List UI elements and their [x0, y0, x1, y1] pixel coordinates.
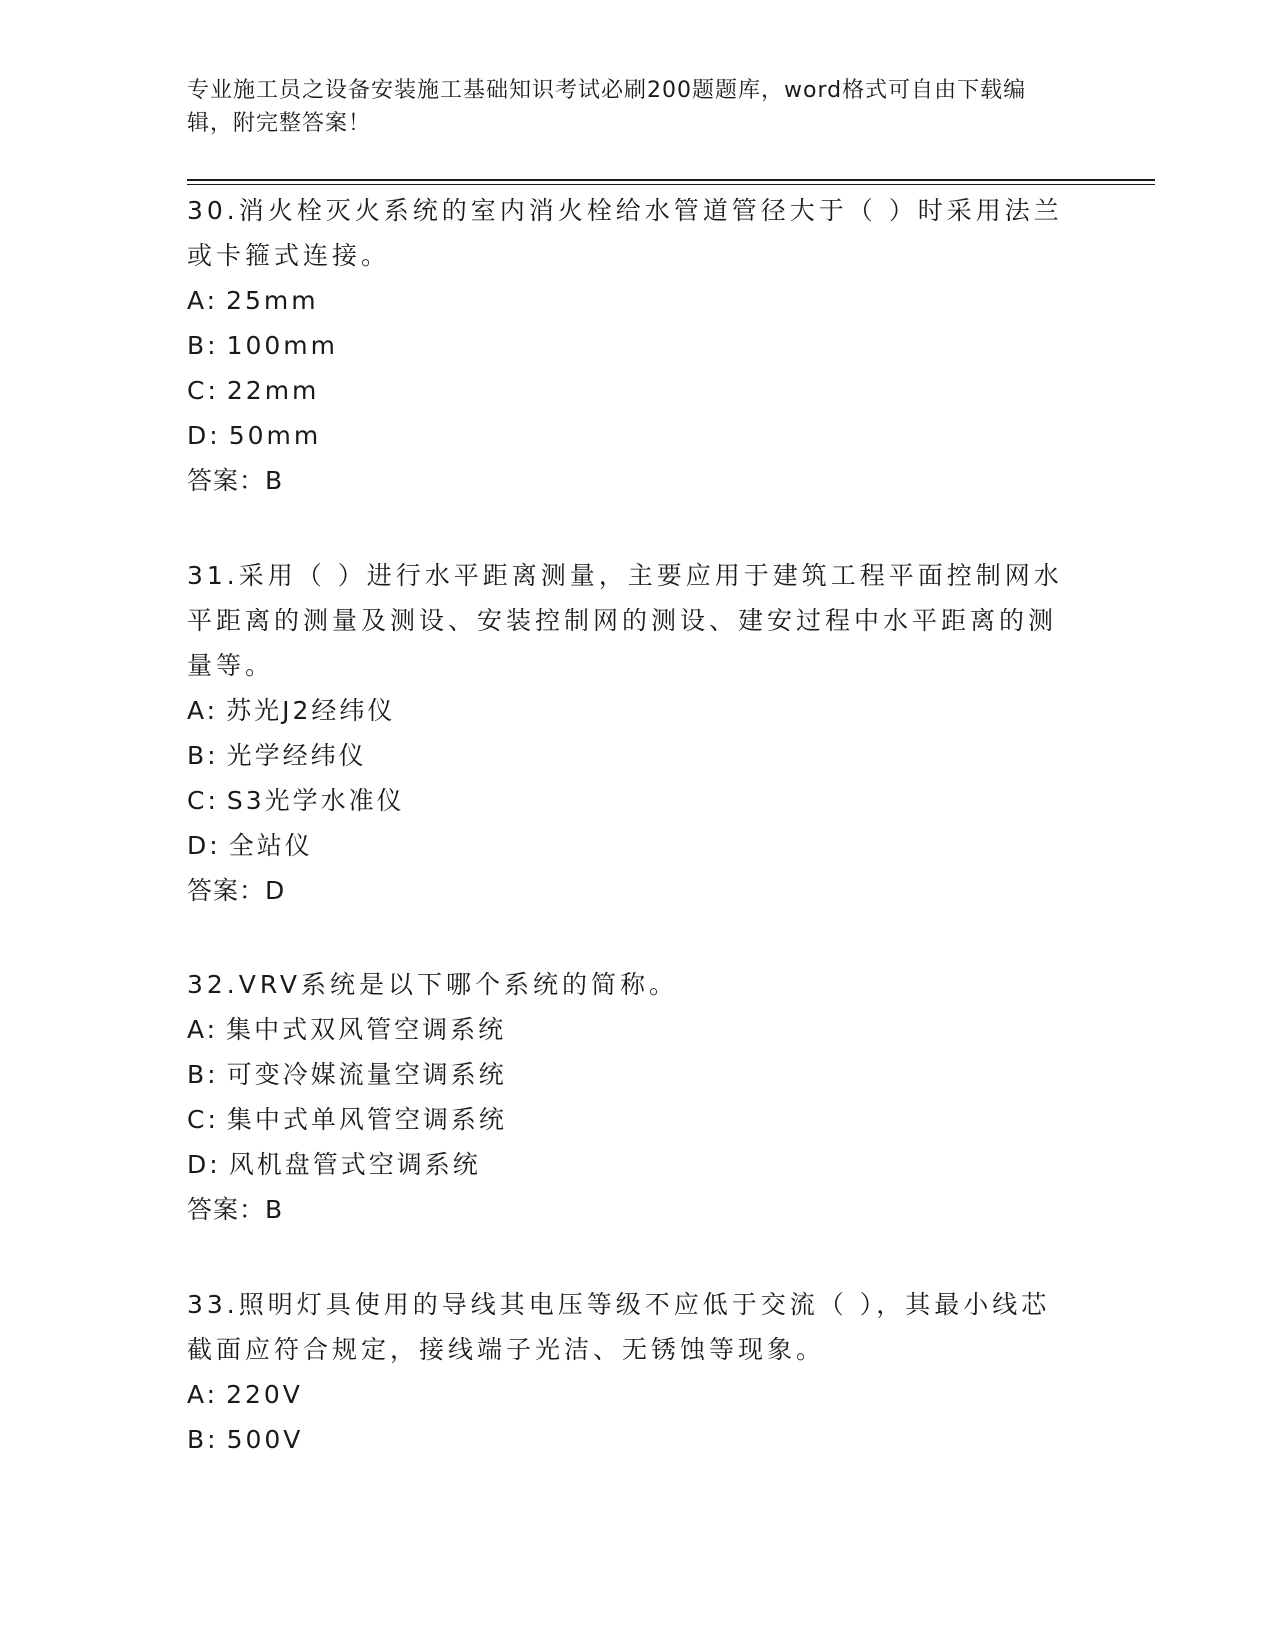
question-32: [187, 962, 1067, 1232]
option-value: 集中式双风管空调系统: [226, 1015, 507, 1044]
option-a: [187, 278, 1067, 323]
option-label: C:: [187, 786, 219, 815]
option-d: [187, 413, 1067, 458]
option-label: C:: [187, 1105, 219, 1134]
answer-line: 答案：B: [187, 1195, 284, 1224]
option-value: 100mm: [226, 331, 339, 360]
option-label: A:: [187, 1015, 219, 1044]
option-a: [187, 1007, 1067, 1052]
document-header-title: 专业施工员之设备安装施工基础知识考试必刷200题题库，word格式可自由下载编辑，附完整答案！: [187, 78, 1027, 136]
option-value: 集中式单风管空调系统: [226, 1105, 507, 1134]
option-label: B:: [187, 741, 219, 770]
option-c: [187, 368, 1067, 413]
option-label: A:: [187, 286, 219, 315]
question-33: [187, 1282, 1067, 1462]
option-b: [187, 1417, 1067, 1462]
answer-line: 答案：D: [187, 876, 286, 905]
option-value: S3光学水准仪: [226, 786, 405, 815]
option-label: A:: [187, 1380, 219, 1409]
header-divider-thick: [187, 179, 1155, 181]
question-31: [187, 553, 1067, 913]
option-b: [187, 1052, 1067, 1097]
question-stem: 33.照明灯具使用的导线其电压等级不应低于交流（ ），其最小线芯截面应符合规定，接线端子光洁、无锈蚀等现象。: [187, 1290, 1051, 1364]
option-value: 220V: [226, 1380, 303, 1409]
option-label: B:: [187, 1425, 219, 1454]
option-b: [187, 733, 1067, 778]
option-a: [187, 1372, 1067, 1417]
option-c: [187, 1097, 1067, 1142]
option-label: B:: [187, 1060, 219, 1089]
question-stem: 31.采用（ ）进行水平距离测量，主要应用于建筑工程平面控制网水平距离的测量及测设、安装控制网的测设、建安过程中水平距离的测量等。: [187, 561, 1063, 680]
option-value: 50mm: [228, 421, 322, 450]
option-value: 可变冷媒流量空调系统: [226, 1060, 507, 1089]
option-d: [187, 1142, 1067, 1187]
option-value: 25mm: [226, 286, 319, 315]
option-value: 22mm: [226, 376, 320, 405]
option-label: C:: [187, 376, 219, 405]
option-a: [187, 688, 1067, 733]
option-label: D:: [187, 421, 221, 450]
option-d: [187, 823, 1067, 868]
question-30: [187, 188, 1067, 503]
option-value: 500V: [226, 1425, 304, 1454]
option-value: 风机盘管式空调系统: [228, 1150, 481, 1179]
option-label: D:: [187, 1150, 221, 1179]
option-c: [187, 778, 1067, 823]
header-divider-thin: [187, 184, 1155, 185]
option-value: 光学经纬仪: [226, 741, 367, 770]
option-value: 全站仪: [228, 831, 313, 860]
option-value: 苏光J2经纬仪: [226, 696, 396, 725]
option-label: D:: [187, 831, 221, 860]
question-stem: 32.VRV系统是以下哪个系统的简称。: [187, 970, 678, 999]
answer-line: 答案：B: [187, 466, 284, 495]
option-label: A:: [187, 696, 219, 725]
question-stem: 30.消火栓灭火系统的室内消火栓给水管道管径大于（ ）时采用法兰或卡箍式连接。: [187, 196, 1063, 270]
document-page: [187, 0, 1155, 1650]
option-b: [187, 323, 1067, 368]
option-label: B:: [187, 331, 219, 360]
